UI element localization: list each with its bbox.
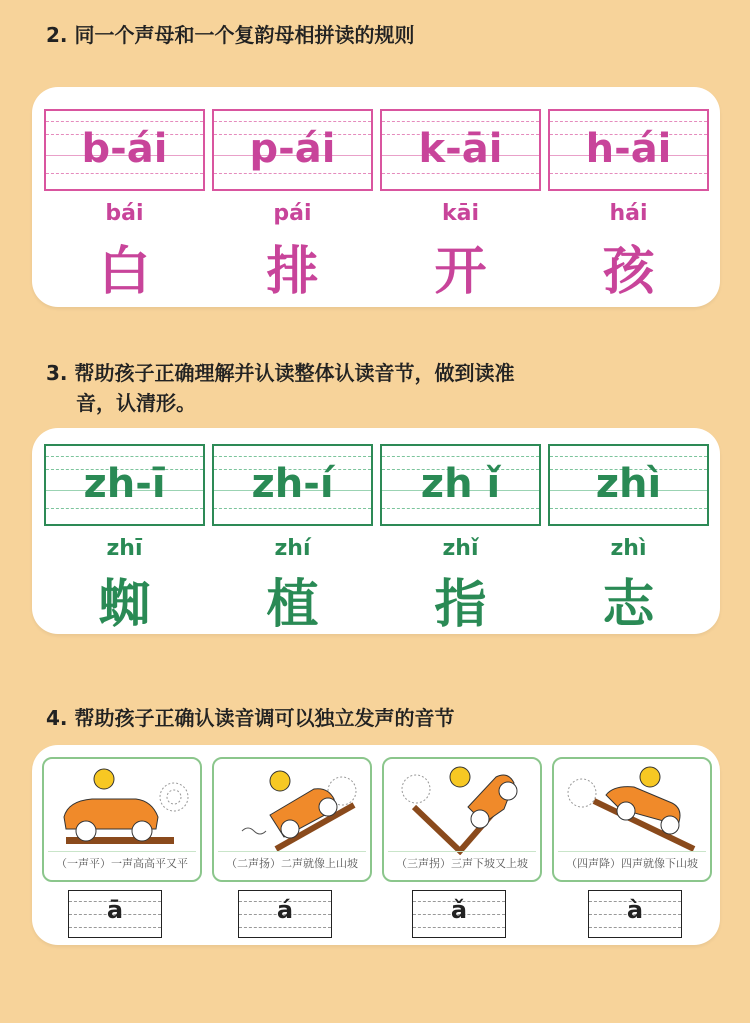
spelling-text: zh-ī (83, 461, 166, 507)
tone-caption: （三声拐）三声下坡又上坡 (388, 851, 536, 876)
spelling-box (44, 444, 205, 526)
section-2-heading: 2. 同一个声母和一个复韵母相拼读的规则 (46, 23, 415, 47)
spelling-row (44, 444, 709, 526)
uphill-car-illustration (214, 759, 370, 855)
pinyin-label: zhì (610, 536, 647, 561)
spelling-box (548, 109, 709, 191)
tone-mark: á (276, 896, 294, 924)
pinyin-label: zhǐ (442, 536, 479, 561)
tone-caption: （二声扬）二声就像上山坡 (218, 851, 366, 876)
spelling-box (212, 444, 373, 526)
hanzi-character: 排 (266, 242, 319, 302)
tone-illustration-card (382, 757, 542, 882)
spelling-text: k-āi (418, 126, 503, 172)
spelling-text: zhì (595, 461, 662, 507)
tone-writing-box (588, 890, 682, 938)
tone-caption: （一声平）一声高高平又平 (48, 851, 196, 876)
spelling-text: h-ái (585, 126, 672, 172)
spelling-box (380, 109, 541, 191)
pinyin-label: kāi (441, 201, 480, 226)
tone-illustration (42, 757, 202, 882)
tone-illustration-card (212, 757, 372, 882)
section-3-card (32, 428, 720, 634)
spelling-text: zh ǐ (420, 461, 501, 507)
tone-writing-box (412, 890, 506, 938)
spelling-text: zh-í (251, 461, 334, 507)
tone-caption: （四声降）四声就像下山坡 (558, 851, 706, 876)
spelling-box (548, 444, 709, 526)
downhill-car-illustration (554, 759, 710, 855)
pinyin-label: bái (105, 201, 144, 226)
pinyin-label: hái (609, 201, 648, 226)
spelling-text: b-ái (81, 126, 168, 172)
spelling-box (44, 109, 205, 191)
tone-mark: ǎ (450, 896, 468, 924)
hanzi-character: 指 (434, 575, 487, 635)
pinyin-label: zhī (106, 536, 143, 561)
section-4-heading: 4. 帮助孩子正确认读音调可以独立发声的音节 (46, 706, 455, 730)
hanzi-character: 开 (434, 242, 487, 302)
hanzi-character: 蜘 (98, 575, 151, 635)
hanzi-character: 植 (266, 575, 319, 635)
tone-writing-box (68, 890, 162, 938)
hanzi-character: 孩 (602, 242, 655, 302)
tone-writing-box (238, 890, 332, 938)
spelling-row (44, 109, 709, 191)
tone-illustration (212, 757, 372, 882)
section-3-heading-line1: 3. 帮助孩子正确理解并认读整体认读音节，做到读准 (46, 361, 515, 385)
flat-car-illustration (44, 759, 200, 855)
tone-illustration-card (552, 757, 712, 882)
spelling-box (212, 109, 373, 191)
tone-mark: à (626, 896, 644, 924)
valley-car-illustration (384, 759, 540, 855)
tone-illustration (382, 757, 542, 882)
section-2-card (32, 87, 720, 307)
hanzi-character: 志 (602, 575, 655, 635)
spelling-text: p-ái (249, 126, 336, 172)
tone-mark: ā (106, 896, 124, 924)
tone-illustration (552, 757, 712, 882)
tone-illustration-card (42, 757, 202, 882)
section-4-card (32, 745, 720, 945)
section-3-heading-line2: 音，认清形。 (76, 391, 196, 415)
pinyin-label: pái (273, 201, 312, 226)
hanzi-character: 白 (98, 242, 151, 302)
spelling-box (380, 444, 541, 526)
pinyin-label: zhí (274, 536, 311, 561)
section-3-heading (46, 358, 514, 418)
